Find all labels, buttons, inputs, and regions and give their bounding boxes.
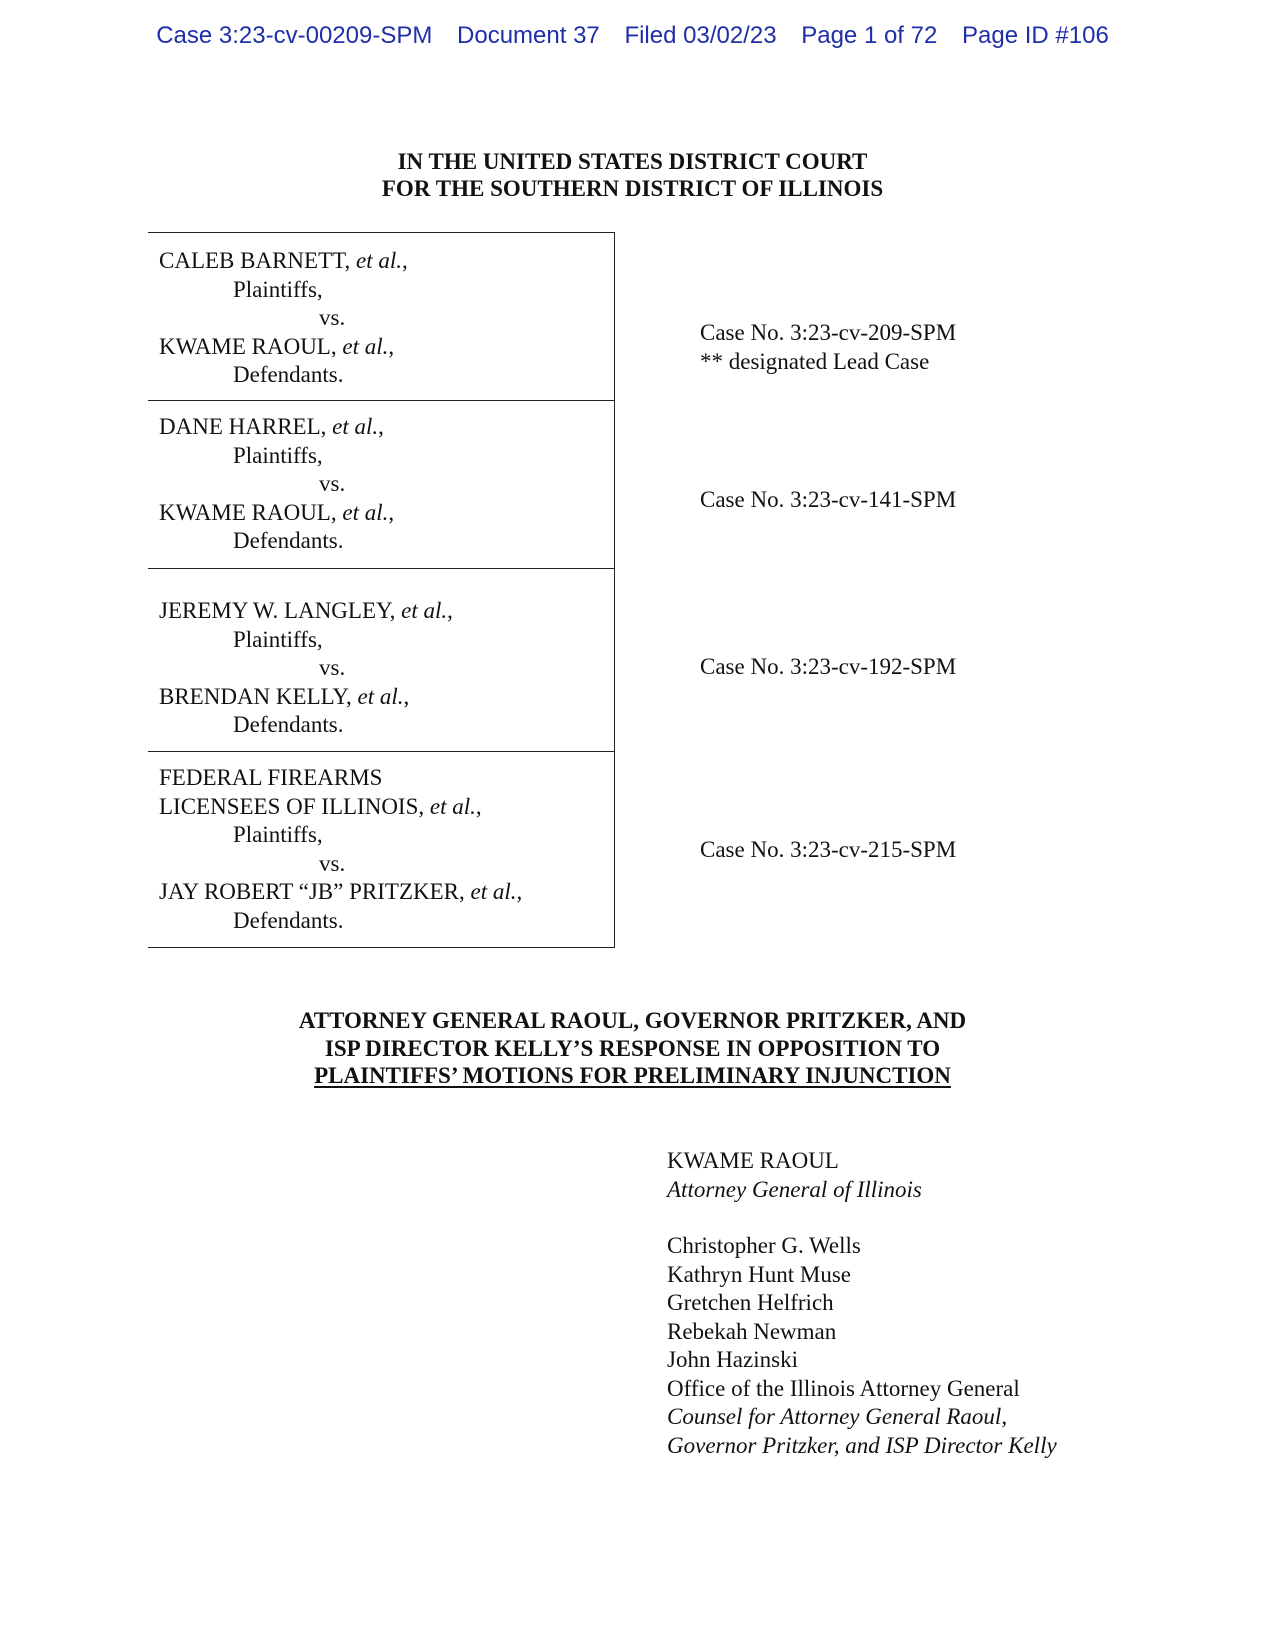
caption-block-langley	[148, 569, 614, 752]
defendant-name: BRENDAN KELLY, et al.,	[159, 683, 410, 709]
plaintiffs-label: Plaintiffs,	[233, 626, 323, 652]
defendant-name: KWAME RAOUL, et al.,	[159, 333, 395, 359]
office-name: Office of the Illinois Attorney General	[667, 1375, 1020, 1401]
caption-block-barnett	[148, 233, 614, 401]
defendants-label: Defendants.	[233, 528, 344, 553]
plaintiff-name: DANE HARREL, et al.,	[159, 414, 384, 439]
counsel-role-line2: Governor Pritzker, and ISP Director Kelly	[667, 1432, 1057, 1458]
header-page-count: Page 1 of 72	[801, 22, 938, 49]
attorney-name: John Hazinski	[667, 1347, 798, 1372]
vs-label: vs.	[319, 850, 346, 876]
caption-block-ffl-illinois	[148, 752, 614, 948]
vs-label: vs.	[319, 305, 346, 330]
caption-block-harrel	[148, 401, 614, 569]
document-title-line1: ATTORNEY GENERAL RAOUL, GOVERNOR PRITZKER, AND	[298, 1008, 967, 1033]
header-page-id: Page ID #106	[962, 22, 1109, 49]
document-title	[0, 1007, 1265, 1090]
vs-label: vs.	[319, 471, 346, 496]
case-number-harrel: Case No. 3:23-cv-141-SPM	[700, 487, 957, 512]
plaintiff-name: JEREMY W. LANGLEY, et al.,	[159, 598, 453, 623]
case-caption-table	[148, 232, 615, 948]
defendant-name: KWAME RAOUL, et al.,	[159, 499, 395, 525]
court-heading-line1: IN THE UNITED STATES DISTRICT COURT	[397, 149, 868, 174]
attorney-general-name: KWAME RAOUL	[667, 1148, 839, 1173]
attorney-name: Rebekah Newman	[667, 1318, 837, 1344]
document-title-line3: PLAINTIFFS’ MOTIONS FOR PRELIMINARY INJUNCTION	[314, 1063, 951, 1088]
attorney-general-title: Attorney General of Illinois	[667, 1176, 922, 1202]
case-number-langley: Case No. 3:23-cv-192-SPM	[700, 654, 957, 679]
attorney-name: Christopher G. Wells	[667, 1233, 861, 1258]
attorney-name: Gretchen Helfrich	[667, 1290, 834, 1315]
court-heading-line2: FOR THE SOUTHERN DISTRICT OF ILLINOIS	[381, 176, 884, 201]
lead-case-note: ** designated Lead Case	[700, 349, 930, 374]
plaintiffs-label: Plaintiffs,	[233, 276, 323, 302]
case-number-ffl-illinois: Case No. 3:23-cv-215-SPM	[700, 837, 957, 862]
case-number-text: Case No. 3:23-cv-209-SPM	[700, 320, 957, 345]
plaintiffs-label: Plaintiffs,	[233, 822, 323, 847]
plaintiff-name-line1: FEDERAL FIREARMS	[159, 765, 383, 790]
plaintiff-name: CALEB BARNETT, et al.,	[159, 248, 408, 273]
case-number-barnett	[700, 318, 956, 376]
ecf-header-stamp	[0, 22, 1265, 50]
document-title-line2: ISP DIRECTOR KELLY’S RESPONSE IN OPPOSITION TO	[324, 1035, 941, 1061]
defendant-name: JAY ROBERT “JB” PRITZKER, et al.,	[159, 879, 523, 904]
defendants-label: Defendants.	[233, 907, 344, 933]
defendants-label: Defendants.	[233, 362, 344, 387]
plaintiff-name-line2: LICENSEES OF ILLINOIS, et al.,	[159, 793, 482, 819]
court-heading	[0, 148, 1265, 202]
header-document-number: Document 37	[457, 22, 600, 49]
counsel-signature-block	[667, 1147, 1057, 1460]
vs-label: vs.	[319, 655, 346, 680]
attorney-name: Kathryn Hunt Muse	[667, 1261, 851, 1287]
header-case-number: Case 3:23-cv-00209-SPM	[156, 22, 433, 49]
counsel-role-line1: Counsel for Attorney General Raoul,	[667, 1404, 1008, 1429]
header-filed-date: Filed 03/02/23	[624, 22, 777, 49]
plaintiffs-label: Plaintiffs,	[233, 442, 323, 468]
defendants-label: Defendants.	[233, 712, 344, 737]
